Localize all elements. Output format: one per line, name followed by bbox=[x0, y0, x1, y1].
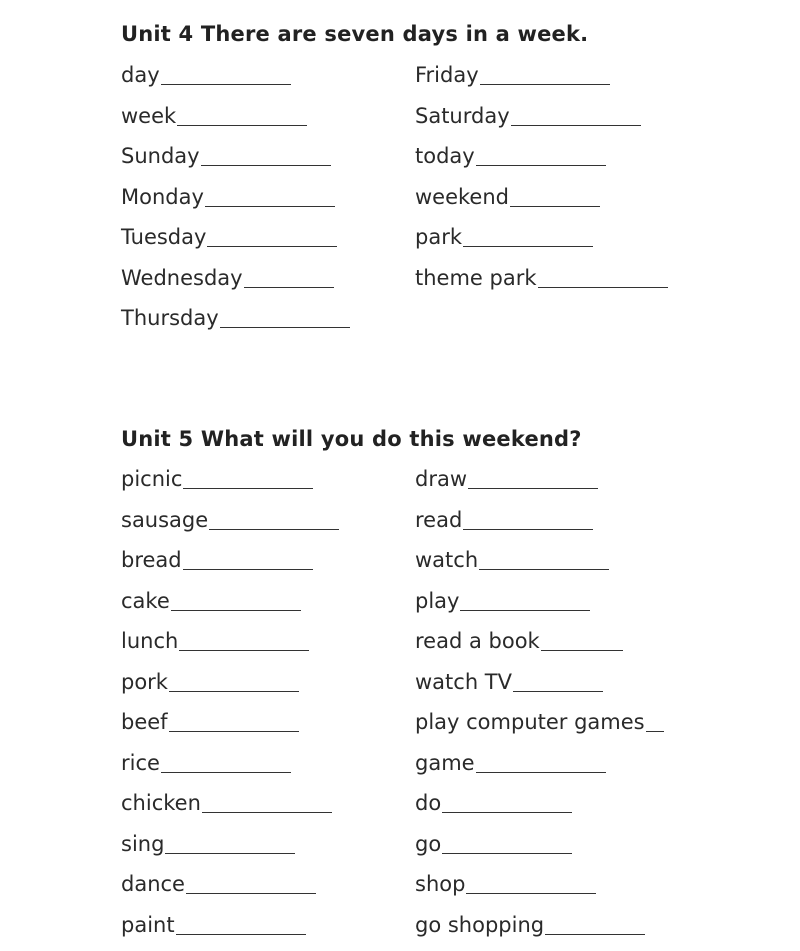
vocab-item bbox=[121, 61, 291, 89]
vocab-word: weekend bbox=[415, 185, 509, 209]
vocab-word: watch bbox=[415, 548, 478, 572]
vocab-item bbox=[415, 546, 609, 574]
vocab-item bbox=[415, 264, 668, 292]
vocab-word: Thursday bbox=[121, 306, 219, 330]
vocab-word: pork bbox=[121, 670, 168, 694]
answer-blank[interactable] bbox=[511, 124, 641, 126]
vocab-item bbox=[415, 789, 572, 817]
vocab-item bbox=[121, 830, 295, 858]
answer-blank[interactable] bbox=[209, 528, 339, 530]
word-row bbox=[121, 668, 761, 709]
vocab-word: go shopping bbox=[415, 913, 544, 937]
vocab-item bbox=[121, 264, 334, 292]
answer-blank[interactable] bbox=[460, 609, 590, 611]
vocab-item bbox=[121, 627, 309, 655]
vocab-item bbox=[121, 142, 331, 170]
word-row bbox=[121, 142, 761, 183]
vocab-item bbox=[415, 506, 593, 534]
word-row bbox=[121, 223, 761, 264]
vocab-item bbox=[415, 61, 610, 89]
vocab-item bbox=[121, 668, 299, 696]
vocab-word: draw bbox=[415, 467, 467, 491]
vocab-word: Wednesday bbox=[121, 266, 243, 290]
answer-blank[interactable] bbox=[479, 568, 609, 570]
vocab-word: play bbox=[415, 589, 459, 613]
vocab-word: bread bbox=[121, 548, 182, 572]
word-row bbox=[121, 749, 761, 790]
answer-blank[interactable] bbox=[205, 205, 335, 207]
vocab-item bbox=[121, 304, 350, 332]
answer-blank[interactable] bbox=[244, 286, 334, 288]
word-row bbox=[121, 102, 761, 143]
vocab-word: dance bbox=[121, 872, 185, 896]
vocab-item bbox=[415, 911, 645, 939]
answer-blank[interactable] bbox=[468, 487, 598, 489]
vocab-item bbox=[121, 102, 307, 130]
answer-blank[interactable] bbox=[646, 730, 664, 732]
vocab-item bbox=[121, 870, 316, 898]
answer-blank[interactable] bbox=[177, 124, 307, 126]
unit-5-title: Unit 5 What will you do this weekend? bbox=[121, 425, 582, 453]
vocab-item bbox=[121, 223, 337, 251]
vocab-word: shop bbox=[415, 872, 465, 896]
vocab-item bbox=[415, 830, 572, 858]
word-row bbox=[121, 789, 761, 830]
vocab-word: Saturday bbox=[415, 104, 510, 128]
vocab-word: go bbox=[415, 832, 441, 856]
answer-blank[interactable] bbox=[176, 933, 306, 935]
vocab-word: watch TV bbox=[415, 670, 512, 694]
vocab-item bbox=[415, 587, 590, 615]
word-row bbox=[121, 708, 761, 749]
vocab-word: paint bbox=[121, 913, 175, 937]
answer-blank[interactable] bbox=[538, 286, 668, 288]
vocab-item bbox=[415, 102, 641, 130]
vocab-item bbox=[415, 668, 603, 696]
word-row bbox=[121, 465, 761, 506]
answer-blank[interactable] bbox=[179, 649, 309, 651]
word-row bbox=[121, 587, 761, 628]
vocab-item bbox=[121, 183, 335, 211]
answer-blank[interactable] bbox=[442, 852, 572, 854]
vocab-word: today bbox=[415, 144, 475, 168]
answer-blank[interactable] bbox=[480, 83, 610, 85]
vocab-word: Monday bbox=[121, 185, 204, 209]
vocab-word: park bbox=[415, 225, 462, 249]
vocab-word: rice bbox=[121, 751, 160, 775]
answer-blank[interactable] bbox=[183, 487, 313, 489]
answer-blank[interactable] bbox=[171, 609, 301, 611]
answer-blank[interactable] bbox=[165, 852, 295, 854]
vocab-word: game bbox=[415, 751, 475, 775]
vocab-item bbox=[415, 223, 593, 251]
vocab-item bbox=[415, 465, 598, 493]
answer-blank[interactable] bbox=[169, 730, 299, 732]
vocab-word: sausage bbox=[121, 508, 208, 532]
answer-blank[interactable] bbox=[183, 568, 313, 570]
answer-blank[interactable] bbox=[201, 164, 331, 166]
vocab-item bbox=[415, 870, 596, 898]
vocab-word: do bbox=[415, 791, 441, 815]
word-row bbox=[121, 61, 761, 102]
answer-blank[interactable] bbox=[161, 771, 291, 773]
word-row bbox=[121, 304, 761, 345]
answer-blank[interactable] bbox=[207, 245, 337, 247]
answer-blank[interactable] bbox=[442, 811, 572, 813]
answer-blank[interactable] bbox=[463, 245, 593, 247]
word-row bbox=[121, 546, 761, 587]
vocab-item bbox=[121, 587, 301, 615]
answer-blank[interactable] bbox=[220, 326, 350, 328]
word-row bbox=[121, 830, 761, 871]
answer-blank[interactable] bbox=[510, 205, 600, 207]
word-row bbox=[121, 911, 761, 951]
answer-blank[interactable] bbox=[476, 771, 606, 773]
vocab-word: play computer games bbox=[415, 710, 645, 734]
vocab-word: sing bbox=[121, 832, 164, 856]
word-row bbox=[121, 183, 761, 224]
vocab-word: Sunday bbox=[121, 144, 200, 168]
answer-blank[interactable] bbox=[169, 690, 299, 692]
vocab-word: Tuesday bbox=[121, 225, 206, 249]
vocab-item bbox=[121, 506, 339, 534]
vocab-item bbox=[415, 142, 606, 170]
answer-blank[interactable] bbox=[202, 811, 332, 813]
vocab-item bbox=[121, 465, 313, 493]
answer-blank[interactable] bbox=[545, 933, 645, 935]
vocab-word: Friday bbox=[415, 63, 479, 87]
vocab-word: cake bbox=[121, 589, 170, 613]
vocab-word: theme park bbox=[415, 266, 537, 290]
answer-blank[interactable] bbox=[513, 690, 603, 692]
vocab-word: read bbox=[415, 508, 462, 532]
vocab-word: chicken bbox=[121, 791, 201, 815]
word-row bbox=[121, 627, 761, 668]
vocab-item bbox=[415, 749, 606, 777]
vocab-item bbox=[121, 749, 291, 777]
vocab-word: lunch bbox=[121, 629, 178, 653]
answer-blank[interactable] bbox=[466, 892, 596, 894]
vocab-item bbox=[415, 708, 664, 736]
unit-4-title: Unit 4 There are seven days in a week. bbox=[121, 20, 588, 48]
vocab-item bbox=[121, 708, 299, 736]
vocab-item bbox=[415, 183, 600, 211]
answer-blank[interactable] bbox=[541, 649, 623, 651]
unit-5-word-list bbox=[121, 465, 761, 951]
word-row bbox=[121, 506, 761, 547]
vocab-item bbox=[121, 546, 313, 574]
vocab-item bbox=[121, 911, 306, 939]
vocab-item bbox=[121, 789, 332, 817]
answer-blank[interactable] bbox=[186, 892, 316, 894]
vocab-item bbox=[415, 627, 623, 655]
word-row bbox=[121, 870, 761, 911]
vocab-word: day bbox=[121, 63, 160, 87]
vocab-word: read a book bbox=[415, 629, 540, 653]
word-row bbox=[121, 264, 761, 305]
vocab-word: beef bbox=[121, 710, 168, 734]
answer-blank[interactable] bbox=[476, 164, 606, 166]
unit-4-word-list bbox=[121, 61, 761, 345]
vocab-word: week bbox=[121, 104, 176, 128]
vocab-word: picnic bbox=[121, 467, 182, 491]
answer-blank[interactable] bbox=[161, 83, 291, 85]
answer-blank[interactable] bbox=[463, 528, 593, 530]
